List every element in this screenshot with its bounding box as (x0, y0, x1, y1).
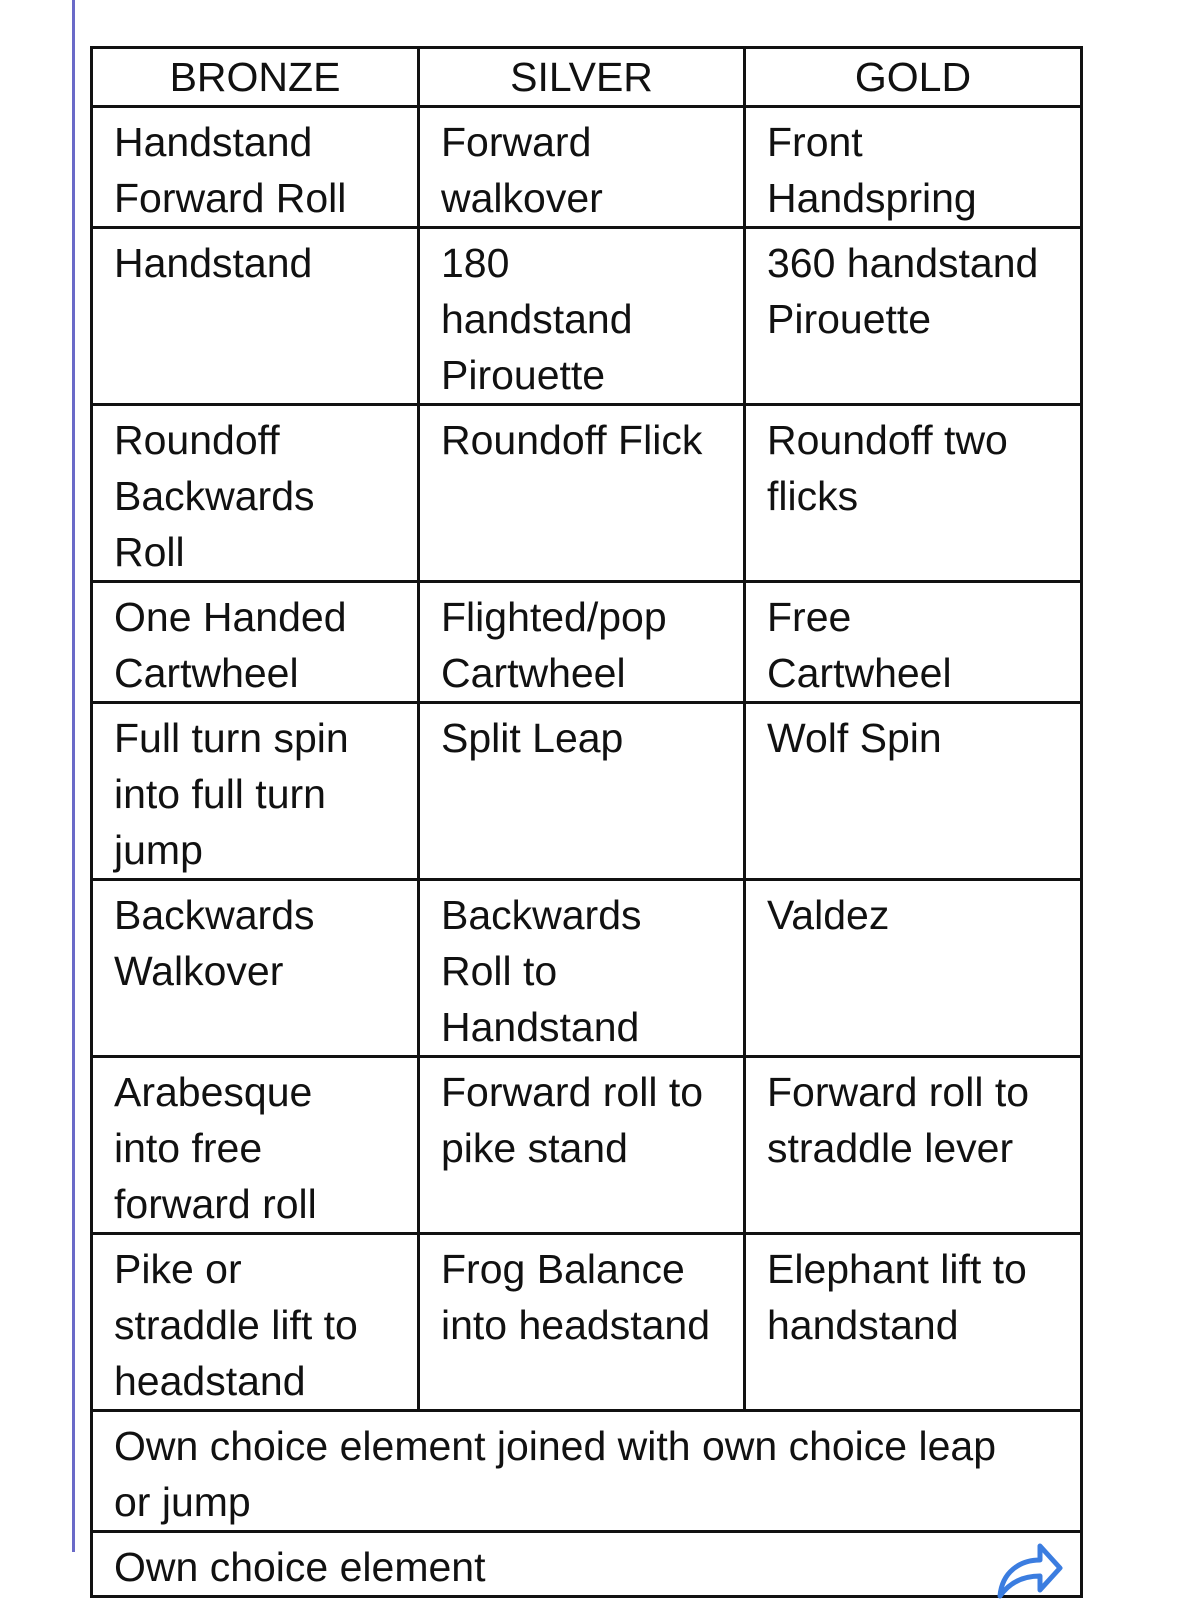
silver-cell: Roundoff Flick (419, 405, 745, 582)
gold-cell: 360 handstand Pirouette (745, 228, 1082, 405)
table-row (92, 1057, 1082, 1234)
silver-cell: Backwards Roll to Handstand (419, 880, 745, 1057)
gold-cell: Forward roll to straddle lever (745, 1057, 1082, 1234)
gold-cell: Free Cartwheel (745, 582, 1082, 703)
left-margin-rule (72, 0, 75, 1552)
bronze-cell: Handstand Forward Roll (92, 107, 419, 228)
header-gold: GOLD (745, 48, 1082, 107)
silver-cell: Forward roll to pike stand (419, 1057, 745, 1234)
bronze-cell: Arabesque into free forward roll (92, 1057, 419, 1234)
silver-cell: 180 handstand Pirouette (419, 228, 745, 405)
silver-cell: Flighted/pop Cartwheel (419, 582, 745, 703)
own-choice-element-cell: Own choice element (92, 1532, 1082, 1597)
bronze-cell: One Handed Cartwheel (92, 582, 419, 703)
gold-cell: Roundoff two flicks (745, 405, 1082, 582)
bronze-cell: Pike or straddle lift to headstand (92, 1234, 419, 1411)
bronze-cell: Handstand (92, 228, 419, 405)
table-header-row (92, 48, 1082, 107)
award-levels-table (90, 46, 1083, 1598)
table-row-full-width (92, 1411, 1082, 1532)
table-row (92, 582, 1082, 703)
share-icon[interactable] (994, 1534, 1064, 1610)
table-row (92, 1234, 1082, 1411)
bronze-cell: Full turn spin into full turn jump (92, 703, 419, 880)
table-row (92, 405, 1082, 582)
table-row (92, 107, 1082, 228)
gold-cell: Wolf Spin (745, 703, 1082, 880)
gold-cell: Front Handspring (745, 107, 1082, 228)
bronze-cell: Roundoff Backwards Roll (92, 405, 419, 582)
table-row (92, 880, 1082, 1057)
gold-cell: Valdez (745, 880, 1082, 1057)
silver-cell: Split Leap (419, 703, 745, 880)
table-row (92, 703, 1082, 880)
table-row-full-width (92, 1532, 1082, 1597)
header-silver: SILVER (419, 48, 745, 107)
silver-cell: Forward walkover (419, 107, 745, 228)
header-bronze: BRONZE (92, 48, 419, 107)
table-row (92, 228, 1082, 405)
gold-cell: Elephant lift to handstand (745, 1234, 1082, 1411)
silver-cell: Frog Balance into headstand (419, 1234, 745, 1411)
bronze-cell: Backwards Walkover (92, 880, 419, 1057)
own-choice-leap-cell: Own choice element joined with own choice leap or jump (92, 1411, 1082, 1532)
